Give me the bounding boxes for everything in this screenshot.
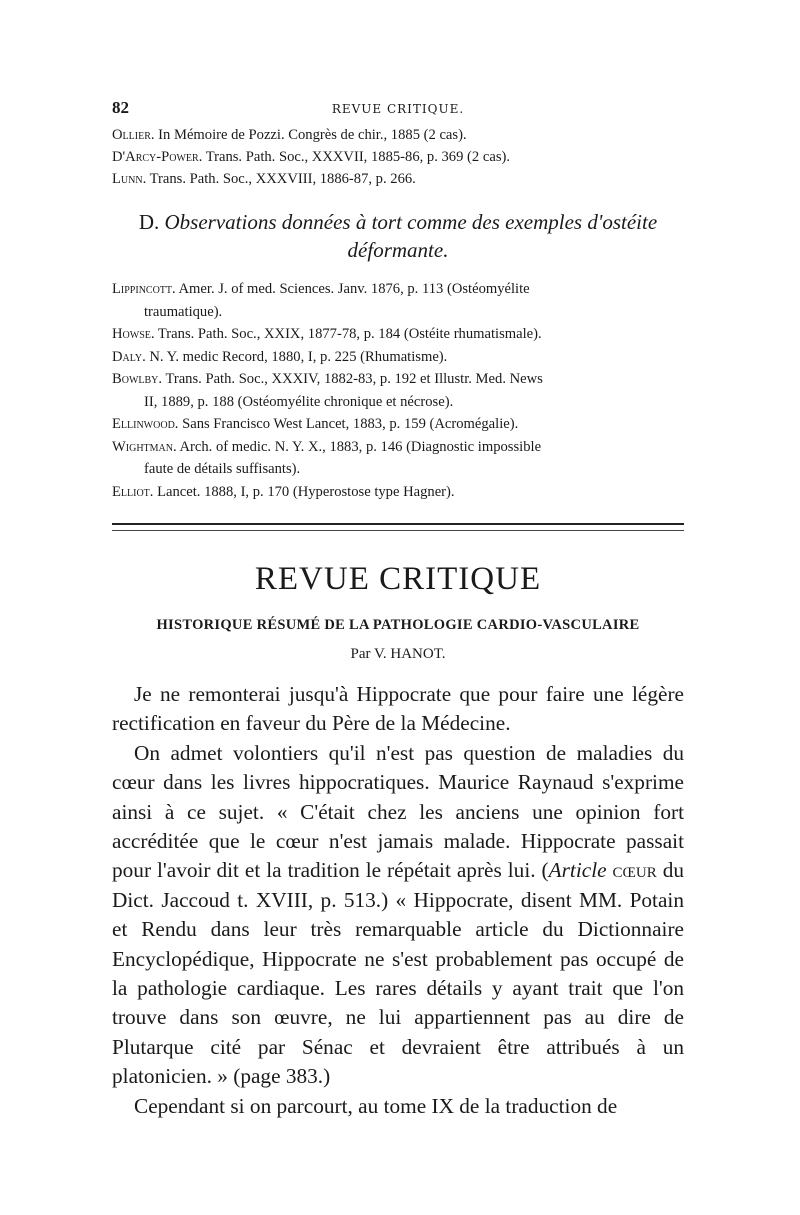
reference-text: . In Mémoire de Pozzi. Congrès de chir., 1885 (2 cas). <box>150 127 467 143</box>
section-d-heading <box>112 208 684 264</box>
reference-author: Howse <box>112 326 151 342</box>
reference-text: . Trans. Path. Soc., XXIX, 1877-78, p. 184 (Ostéite rhumatismale). <box>150 326 542 342</box>
page-number: 82 <box>112 98 129 117</box>
article-body <box>112 680 684 1121</box>
reference-entry <box>112 278 684 323</box>
reference-author: D'Arcy-Power <box>112 149 199 165</box>
reference-entry <box>112 146 684 168</box>
paragraph <box>112 739 684 1092</box>
reference-author: Lunn <box>112 171 143 187</box>
reference-author: Wightman <box>112 438 173 455</box>
paragraph-text: du Dict. Jaccoud t. XVIII, p. 513.) « Hippocrate, disent MM. Potain et Rendu dans leur très remarquable article du Dictionnaire Encyclopédique, Hippocrate ne s'est probablement pas occupé de la pathologie cardiaque. Les rares détails y ayant trait que l'on trouve dans son œuvre, ne lui appartiennent pas au dire de Plutarque cité par Sénac et devraient être attribués à un platonicien. » (page 383.) <box>112 858 684 1089</box>
reference-text: . Arch. of medic. N. Y. X., 1883, p. 146 (Diagnostic impossible <box>173 438 542 455</box>
reference-entry <box>112 346 684 369</box>
paragraph-text: On admet volontiers qu'il n'est pas question de maladies du cœur dans les livres hippocratiques. Maurice Raynaud s'exprime ainsi à ce sujet. « C'était chez les anciens une opinion fort accréditée que le cœur n'est jamais malade. Hippocrate passait pour l'avoir dit et la tradition le répétait après lui. ( <box>112 740 684 883</box>
reference-entry <box>112 168 684 190</box>
citation-smallcaps: cœur <box>606 858 657 883</box>
reference-entry <box>112 124 684 146</box>
reference-entry <box>112 413 684 436</box>
reference-author: Daly <box>112 348 143 365</box>
reference-text: . Trans. Path. Soc., XXXVII, 1885-86, p. 369 (2 cas). <box>198 149 511 165</box>
paragraph: Je ne remonterai jusqu'à Hippocrate que pour faire une légère rectification en faveur du Père de la Médecine. <box>112 682 684 736</box>
reference-text: . Trans. Path. Soc., XXXIV, 1882-83, p. 192 et Illustr. Med. News <box>158 371 543 387</box>
reference-text: . N. Y. medic Record, 1880, I, p. 225 (Rhumatisme). <box>142 348 448 365</box>
reference-entry <box>112 323 684 346</box>
section-divider-rule <box>112 523 684 531</box>
running-title: REVUE CRITIQUE. <box>331 102 465 116</box>
reference-list-d <box>112 278 684 503</box>
citation-italic: Article <box>548 858 607 883</box>
reference-author: Ellinwood <box>112 416 175 432</box>
reference-list-top <box>112 124 684 190</box>
reference-author: Elliot <box>112 483 150 500</box>
running-head <box>112 98 684 124</box>
reference-continuation: traumatique). <box>144 303 223 320</box>
reference-entry <box>112 436 684 481</box>
section-label: D. <box>138 210 160 234</box>
article-author: Par V. HANOT. <box>350 646 446 662</box>
reference-text: . Sans Francisco West Lancet, 1883, p. 159 (Acromégalie). <box>174 416 519 432</box>
reference-author: Lippincott <box>112 281 173 297</box>
reference-continuation: II, 1889, p. 188 (Ostéomyélite chronique et nécrose). <box>144 393 454 410</box>
reference-text: . Amer. J. of med. Sciences. Janv. 1876, p. 113 (Ostéomyélite <box>172 281 530 297</box>
reference-text: . Lancet. 1888, I, p. 170 (Hyperostose type Hagner). <box>149 483 455 500</box>
article-subtitle: HISTORIQUE RÉSUMÉ DE LA PATHOLOGIE CARDIO-VASCULAIRE <box>156 617 640 633</box>
article-title: REVUE CRITIQUE <box>254 561 542 597</box>
reference-author: Ollier <box>112 127 151 143</box>
section-title: Observations données à tort comme des exemples d'ostéite déformante. <box>164 210 658 262</box>
reference-continuation: faute de détails suffisants). <box>144 461 301 477</box>
reference-entry <box>112 481 684 504</box>
reference-author: Bowlby <box>112 371 159 387</box>
reference-text: . Trans. Path. Soc., XXXVIII, 1886-87, p. 266. <box>142 171 416 187</box>
reference-entry <box>112 368 684 413</box>
paragraph: Cependant si on parcourt, au tome IX de la traduction de <box>134 1093 618 1118</box>
page <box>112 98 684 1121</box>
